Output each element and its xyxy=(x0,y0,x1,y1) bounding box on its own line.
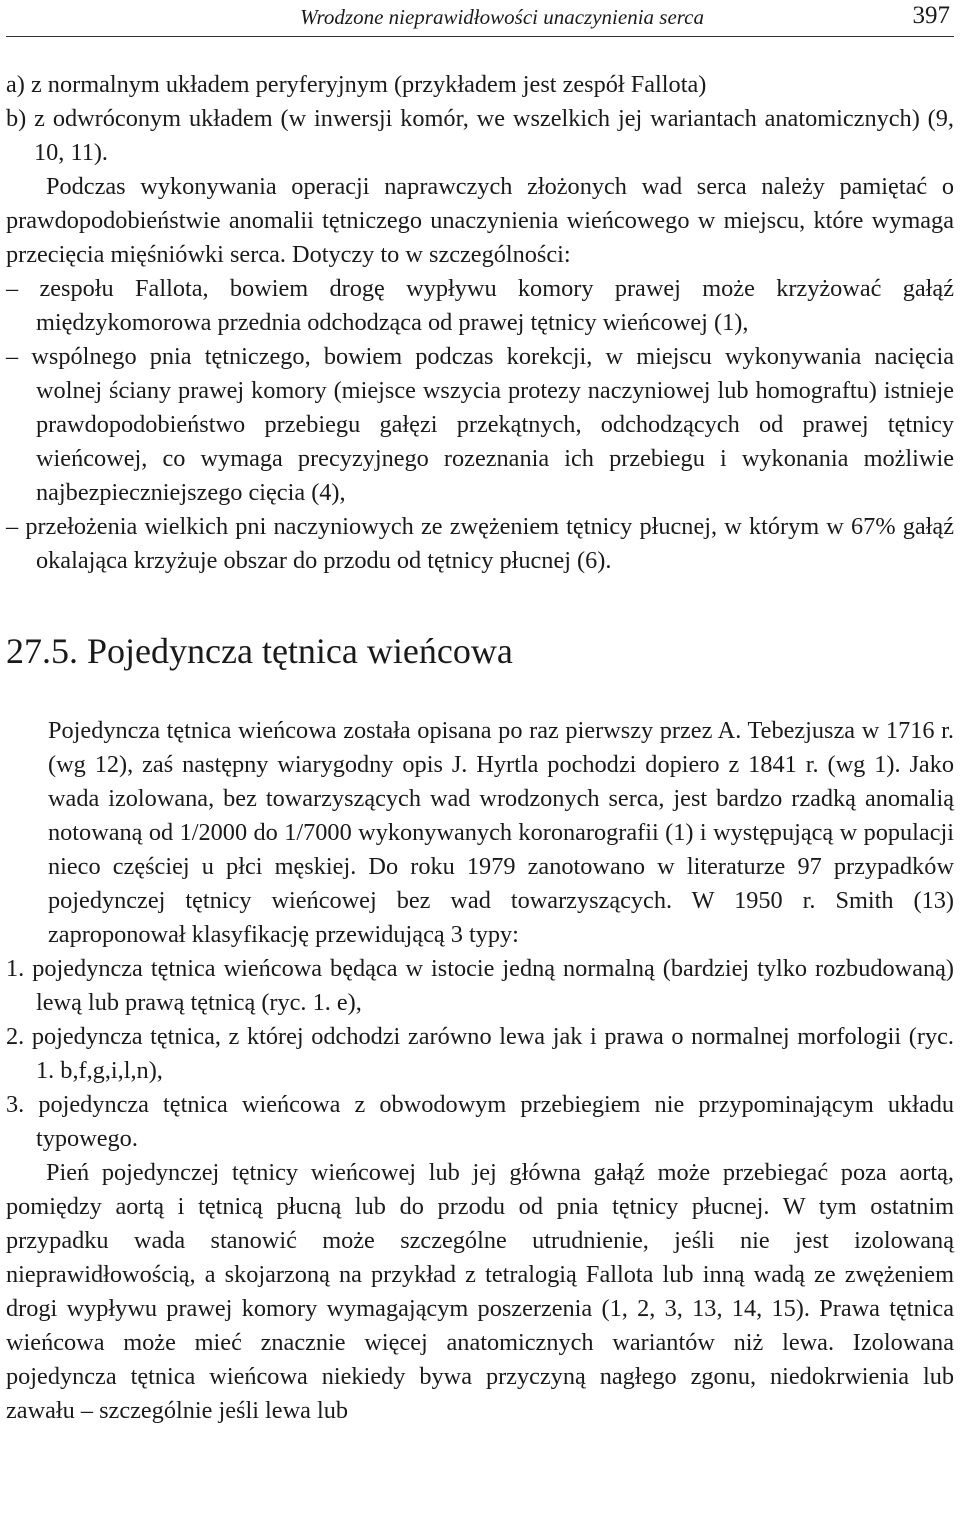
variant-list xyxy=(6,68,954,170)
list-item: 2. pojedyncza tętnica, z której odchodzi zarówno lewa jak i prawa o normalnej morfologii (ryc. 1. b,f,g,i,l,n), xyxy=(6,1023,954,1084)
section-heading: 27.5. Pojedyncza tętnica wieńcowa xyxy=(6,631,513,671)
list-item: b) z odwróconym układem (w inwersji komór, we wszelkich jej wariantach anatomicznych) (9, 10, 11). xyxy=(6,105,954,166)
list-item: 1. pojedyncza tętnica wieńcowa będąca w istocie jedną normalną (bardziej tylko rozbudowaną) lewą lub prawą tętnicą (ryc. 1. e), xyxy=(6,955,954,1016)
paragraph: Pojedyncza tętnica wieńcowa została opisana po raz pierwszy przez A. Tebezjusza w 1716 r. (wg 12), zaś następny wiarygodny opis J. Hyrtla pochodzi dopiero z 1841 r. (wg 1). Jako wada izolowana, bez towarzyszących wad wrodzonych serca, jest bardzo rzadką anomalią notowaną od 1/2000 do 1/7000 wykonywanych koronarografii (1) i występującą w populacji nieco częściej u płci męskiej. Do roku 1979 zanotowano w literaturze 97 przypadków pojedynczej tętnicy wieńcowej bez wad towarzyszących. W 1950 r. Smith (13) zaproponował klasyfikację przewidującą 3 typy: xyxy=(48,717,954,948)
list-item: – przełożenia wielkich pni naczyniowych ze zwężeniem tętnicy płucnej, w którym w 67% gałąź okalająca krzyżuje obszar do przodu od tętnicy płucnej (6). xyxy=(6,513,954,574)
page-number: 397 xyxy=(912,2,950,29)
numbered-list xyxy=(6,952,954,1156)
running-header xyxy=(6,0,954,37)
paragraph: Pień pojedynczej tętnicy wieńcowej lub jej główna gałąź może przebiegać poza aortą, pomiędzy aortą i tętnicą płucną lub do przodu od pnia tętnicy płucnej. W tym ostatnim przypadku wada stanowić może szczególne utrudnienie, jeśli nie jest izolowaną nieprawidłowością, a skojarzoną na przykład z tetralogią Fallota lub inną wadą ze zwężeniem drogi wypływu prawej komory wymagającym poszerzenia (1, 2, 3, 13, 14, 15). Prawa tętnica wieńcowa może mieć znacznie więcej anatomicznych wariantów niż lewa. Izolowana pojedyncza tętnica wieńcowa niekiedy bywa przyczyną nagłego zgonu, niedokrwienia lub zawału – szczególnie jeśli lewa lub xyxy=(6,1159,954,1424)
list-item: – wspólnego pnia tętniczego, bowiem podczas korekcji, w miejscu wykonywania nacięcia wolnej ściany prawej komory (miejsce wszycia protezy naczyniowej lub homograftu) istnieje prawdopodobieństwo przebiegu gałęzi przekątnych, odchodzących od prawej tętnicy wieńcowej, co wymaga precyzyjnego rozeznania ich przebiegu i wykonania możliwie najbezpieczniejszego cięcia (4), xyxy=(6,343,954,506)
running-title: Wrodzone nieprawidłowości unaczynienia serca xyxy=(300,5,704,29)
list-item: a) z normalnym układem peryferyjnym (przykładem jest zespół Fallota) xyxy=(6,71,707,98)
list-item: 3. pojedyncza tętnica wieńcowa z obwodowym przebiegiem nie przypominającym układu typowego. xyxy=(6,1091,954,1152)
paragraph: Podczas wykonywania operacji naprawczych złożonych wad serca należy pamiętać o prawdopodobieństwie anomalii tętniczego unaczynienia wieńcowego w miejscu, które wymaga przecięcia mięśniówki serca. Dotyczy to w szczególności: xyxy=(6,173,954,268)
list-item: – zespołu Fallota, bowiem drogę wypływu komory prawej może krzyżować gałąź międzykomorowa przednia odchodząca od prawej tętnicy wieńcowej (1), xyxy=(6,275,954,336)
page-body xyxy=(6,68,954,1428)
dash-list xyxy=(6,272,954,578)
